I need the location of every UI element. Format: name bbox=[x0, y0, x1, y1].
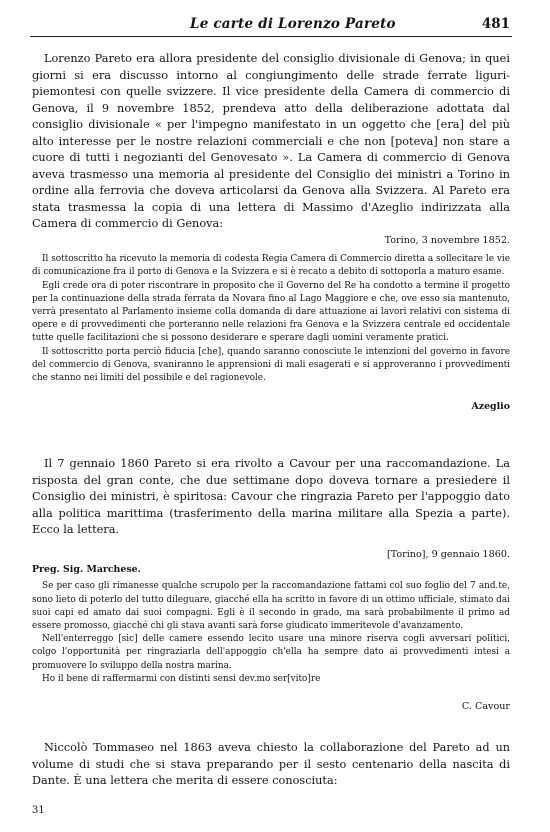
letter-paragraph: Ho il bene di raffermarmi con distinti sensi dev.mo ser[vito]re bbox=[42, 673, 321, 684]
letter-paragraph: Egli crede ora di poter riscontrare in proposito che il Governo del Re ha condotto a termine il progetto per la continuazione della strada ferrata da Novara fino al Lago Maggiore e che, ove esso sia mantenuto, verrà presentato al Parlamento insieme colla domanda di dare attuazione ai lavori relativi con sistema di opere e di provvedimenti che porteranno nelle relazioni fra Genova e la Svizzera centrale ed occidentale tutte quelle facilitazioni che si possono desiderare e sperare dagli uomini veramente pratici. bbox=[32, 280, 510, 344]
page-header bbox=[40, 14, 510, 36]
body-paragraph: Niccolò Tommaseo nel 1863 aveva chiesto la collaborazione del Pareto ad un volume di studi che si stava preparando per il sesto centenario della nascita di Dante. È una lettera che merita di essere conosciuta: bbox=[32, 741, 510, 787]
azeglio-letter bbox=[32, 234, 510, 413]
letter-paragraph: Nell'enterreggo [sic] delle camere essendo lecito usare una minore riserva cogli avversari politici, colgo l'opportunità per ringraziarla dell'appoggio ch'ella ha sempre dato ai provvedimenti intesi a promuovere lo sviluppo della nostra marina. bbox=[32, 634, 510, 671]
header-rule bbox=[30, 36, 512, 37]
letter-paragraph: Il sottoscritto ha ricevuto la memoria di codesta Regia Camera di Commercio diretta a sollecitare le vie di comunicazione fra il porto di Genova e la Svizzera e si è recato a debito di sottoporla a maturo esame. bbox=[32, 254, 510, 278]
running-title: Le carte di Lorenzo Pareto bbox=[190, 16, 396, 32]
cavour-letter bbox=[32, 548, 510, 713]
intro-paragraph bbox=[32, 51, 510, 233]
letter-paragraph: Il sottoscritto porta perciò fiducia [che], quando saranno conosciute le intenzioni del governo in favore del commercio di Genova, svaniranno le apprensioni di mali esagerati e si approveranno i provvedimenti che stanno nei limiti del possibile e del ragionevole. bbox=[32, 346, 510, 384]
letter-date: Torino, 3 novembre 1852. bbox=[384, 235, 510, 246]
page-number: 481 bbox=[481, 16, 510, 32]
cavour-intro-paragraph bbox=[32, 456, 510, 539]
letter-signature: Azeglio bbox=[471, 401, 510, 413]
signature-mark: 31 bbox=[32, 805, 45, 816]
letter-paragraph: Se per caso gli rimanesse qualche scrupolo per la raccomandazione fattami col suo foglio del 7 and.te, sono lieto di poterlo del tutto dileguare, giacché ella ha scritto in favore di un ottimo ufficiale, stimato dai suoi capi ed amato dai suoi compagni. Egli è il secondo in grado, ma sarà probabilmente il primo ad essere promosso, giacché chi gli stava avanti sarà forse giudicato immeritevole d'avanzamento. bbox=[32, 581, 510, 632]
tommaseo-paragraph bbox=[32, 740, 510, 790]
letter-salutation: Preg. Sig. Marchese. bbox=[32, 564, 141, 576]
letter-signature: C. Cavour bbox=[461, 701, 510, 713]
letter-date: [Torino], 9 gennaio 1860. bbox=[386, 549, 510, 560]
body-paragraph: Il 7 gennaio 1860 Pareto si era rivolto a Cavour per una raccomandazione. La risposta del gran conte, che due settimane dopo doveva tornare a presiedere il Consiglio dei ministri, è spiritosa: Cavour che ringrazia Pareto per l'appoggio dato alla politica marittima (trasferimento della marina militare alla Spezia a parte). Ecco la lettera. bbox=[32, 457, 510, 536]
body-paragraph: Lorenzo Pareto era allora presidente del consiglio divisionale di Genova; in quei giorni si era discusso intorno al congiungimento delle strade ferrate liguri-piemontesi con quelle svizzere. Il vice presidente della Camera di commercio di Genova, il 9 novembre 1852, prendeva atto della deliberazione adottata dal consiglio divisionale « per l'impegno manifestato in un oggetto che [era] del più alto interesse per le nostre relazioni commerciali e che non [poteva] non stare a cuore di tutti i negozianti del Genovesato ». La Camera di commercio di Genova aveva trasmesso una memoria al presidente del Consiglio dei ministri a Torino in ordine alla ferrovia che doveva articolarsi da Genova alla Svizzera. Al Pareto era stata trasmessa la copia di una lettera di Massimo d'Azeglio indirizzata alla Camera di commercio di Genova: bbox=[32, 52, 510, 230]
